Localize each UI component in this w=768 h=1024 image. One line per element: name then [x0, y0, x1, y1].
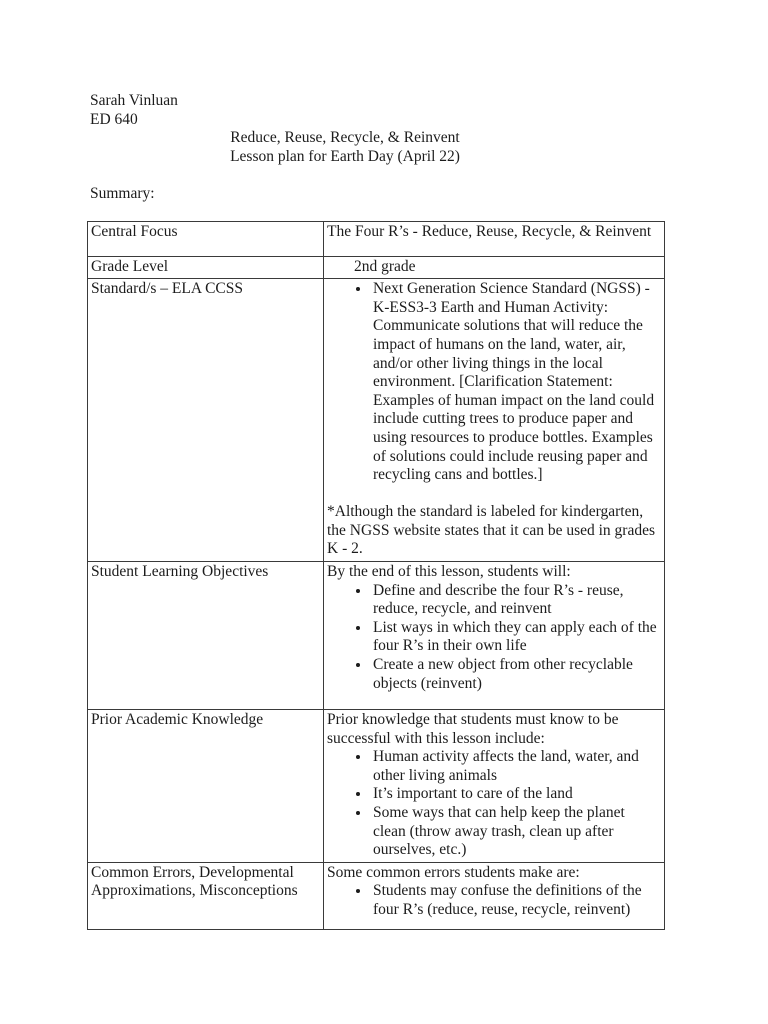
bullet-item: • List ways in which they can apply each of the four R’s in their own life	[371, 619, 660, 656]
bullet-list	[327, 748, 660, 860]
row-label: Student Learning Objectives	[88, 562, 324, 710]
bullet-item: • Students may confuse the definitions of the four R’s (reduce, reuse, recycle, reinvent)	[371, 882, 660, 919]
row-label: Grade Level	[88, 256, 324, 279]
row-content	[324, 279, 665, 562]
row-content-intro: Prior knowledge that students must know to be successful with this lesson include:	[327, 711, 619, 747]
document-subtitle: Lesson plan for Earth Day (April 22)	[230, 147, 460, 165]
bullet-item: • It’s important to care of the land	[371, 785, 660, 804]
bullet-item: • Some ways that can help keep the planet clean (throw away trash, clean up after ourselves, etc.)	[371, 804, 660, 860]
row-label: Standard/s – ELA CCSS	[88, 279, 324, 562]
bullet-item: • Create a new object from other recyclable objects (reinvent)	[371, 656, 660, 693]
author-name: Sarah Vinluan	[90, 92, 178, 109]
row-content-note: *Although the standard is labeled for kindergarten, the NGSS website states that it can be used in grades K - 2.	[327, 503, 656, 558]
table-row	[88, 256, 665, 279]
row-content	[324, 562, 665, 710]
row-content	[324, 710, 665, 863]
table-row	[88, 710, 665, 863]
row-content-intro: By the end of this lesson, students will:	[327, 563, 571, 581]
row-content-text: The Four R’s - Reduce, Reuse, Recycle, & Reinvent	[327, 222, 652, 240]
row-label: Common Errors, Developmental Approximations, Misconceptions	[88, 862, 324, 929]
table-row	[88, 279, 665, 562]
row-content	[324, 221, 665, 256]
document-title: Reduce, Reuse, Recycle, & Reinvent	[230, 129, 460, 147]
bullet-item: • Define and describe the four R’s - reuse, reduce, recycle, and reinvent	[371, 582, 660, 619]
title-block	[90, 129, 600, 166]
bullet-item: • Next Generation Science Standard (NGSS) - K-ESS3-3 Earth and Human Activity: Communicate solutions that will reduce the impact of humans on the land, water, air, and/or other living things in the local environment. [Clarification Statement: Examples of human impact on the land could include cutting trees to produce paper and using resources to produce bottles. Examples of solutions could include reusing paper and recycling cans and bottles.]	[371, 280, 660, 485]
row-label: Prior Academic Knowledge	[88, 710, 324, 863]
bullet-list	[327, 582, 660, 694]
bullet-list	[327, 280, 660, 485]
row-label: Central Focus	[88, 221, 324, 256]
row-content-intro: Some common errors students make are:	[327, 863, 580, 881]
table-row	[88, 221, 665, 256]
summary-label: Summary:	[90, 184, 155, 202]
row-content-text: 2nd grade	[354, 257, 416, 275]
course-code: ED 640	[90, 110, 138, 128]
bullet-list	[327, 882, 660, 919]
table-row	[88, 862, 665, 929]
row-content	[324, 862, 665, 929]
row-content	[324, 256, 665, 279]
bullet-item: • Human activity affects the land, water, and other living animals	[371, 748, 660, 785]
byline	[90, 92, 768, 129]
lesson-table-body	[88, 221, 665, 929]
lesson-plan-table	[87, 221, 665, 930]
table-row	[88, 562, 665, 710]
